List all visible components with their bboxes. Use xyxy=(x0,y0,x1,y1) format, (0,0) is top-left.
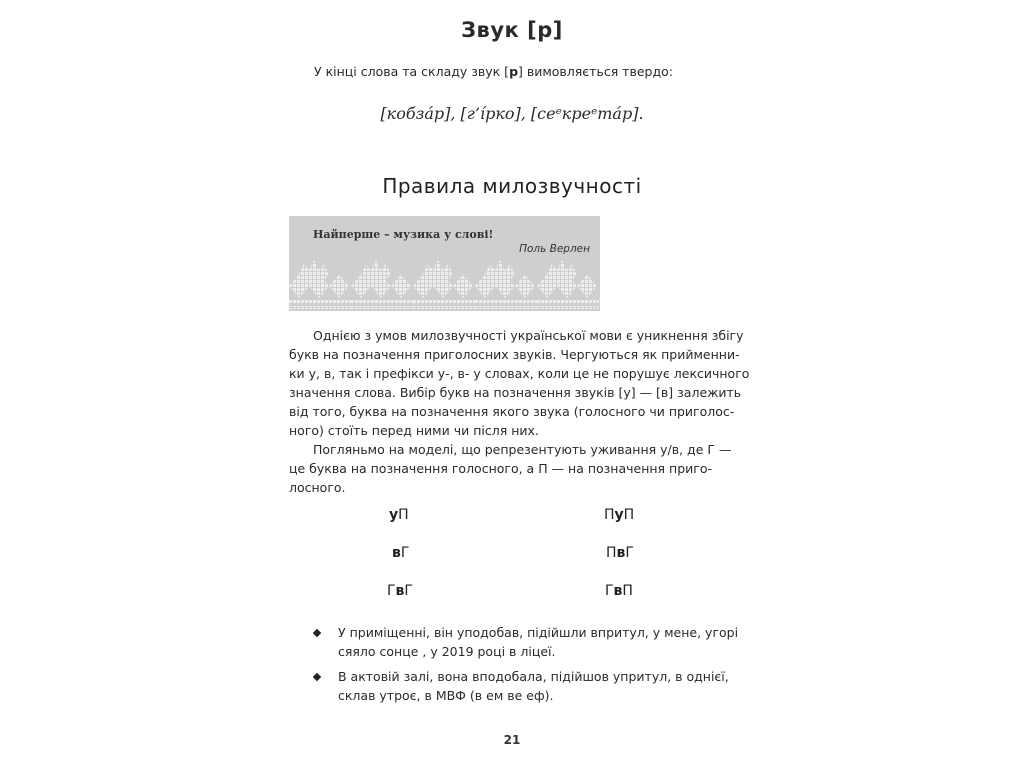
section-heading-euphony: Правила милозвучності xyxy=(382,174,642,198)
paragraph-line: ки у, в, так і префікси у-, в- у словах, коли це не порушує лексичного xyxy=(289,366,750,381)
model-right-3 xyxy=(605,583,633,599)
transcription-examples: [кобза́р], [г’і́рко], [сеᵉкреᵉта́р]. xyxy=(380,104,644,123)
model-right-2 xyxy=(606,545,634,561)
paragraph-line: від того, буква на позначення якого звука (голосного чи приголос- xyxy=(289,404,735,419)
model-part: Г xyxy=(387,583,396,599)
diamond-bullet-icon xyxy=(313,673,321,681)
epigraph-author: Поль Верлен xyxy=(519,243,590,255)
epigraph-box xyxy=(289,216,600,311)
paragraph-euphony-rule xyxy=(289,326,750,440)
paragraph-line: лосного. xyxy=(289,480,346,495)
model-left-1 xyxy=(389,507,409,523)
list-item xyxy=(314,623,744,661)
embroidery-ornament xyxy=(289,256,600,311)
diamond-bullet-icon xyxy=(313,629,321,637)
page-number: 21 xyxy=(503,733,521,747)
model-left-2 xyxy=(392,545,409,561)
paragraph-line: Однією з умов милозвучності української мови є уникнення збігу xyxy=(313,328,744,343)
model-part: Г xyxy=(400,545,410,561)
model-part: П xyxy=(622,583,633,599)
model-letter: в xyxy=(613,583,623,599)
model-letter: у xyxy=(389,507,399,523)
model-letter: в xyxy=(616,545,626,561)
model-left-3 xyxy=(387,583,413,599)
intro-letter: р xyxy=(509,64,519,79)
bullet-line: склав утроє, в МВФ (в ем ве еф). xyxy=(338,688,554,703)
paragraph-line: значення слова. Вибір букв на позначення звуків [у] — [в] залежить xyxy=(289,385,742,400)
paragraph-line: це буква на позначення голосного, а П — на позначення приго- xyxy=(289,461,713,476)
bullet-line: сяяло сонце , у 2019 році в ліцеї. xyxy=(338,644,556,659)
paragraph-models-intro xyxy=(289,440,733,497)
paragraph-line: Погляньмо на моделі, що репрезентують уживання у/в, де Г — xyxy=(313,442,732,457)
intro-after: ] вимовляється твердо: xyxy=(518,64,673,79)
bullet-line: В актовій залі, вона вподобала, підійшов упритул, в однієї, xyxy=(338,669,729,684)
list-item xyxy=(314,667,744,705)
model-part: П xyxy=(604,507,615,523)
model-part: Г xyxy=(404,583,413,599)
intro-text xyxy=(314,64,673,79)
model-letter: в xyxy=(395,583,405,599)
model-letter: в xyxy=(392,545,401,561)
epigraph-quote: Найперше – музика у слові! xyxy=(313,228,494,241)
model-letter: у xyxy=(614,507,624,523)
intro-before: У кінці слова та складу звук [ xyxy=(314,64,510,79)
model-part: П xyxy=(623,507,635,523)
model-part: Г xyxy=(625,545,634,561)
model-right-1 xyxy=(604,507,634,523)
model-part: П xyxy=(606,545,617,561)
model-part: П xyxy=(398,507,409,523)
paragraph-line: ного) стоїть перед ними чи після них. xyxy=(289,423,539,438)
section-heading-sound-r: Звук [р] xyxy=(461,18,563,42)
example-bullet-list xyxy=(314,623,744,711)
model-part: Г xyxy=(605,583,614,599)
bullet-line: У приміщенні, він уподобав, підійшли впритул, у мене, угорі xyxy=(338,625,739,640)
paragraph-line: букв на позначення приголосних звуків. Чергуються як прийменни- xyxy=(289,347,740,362)
